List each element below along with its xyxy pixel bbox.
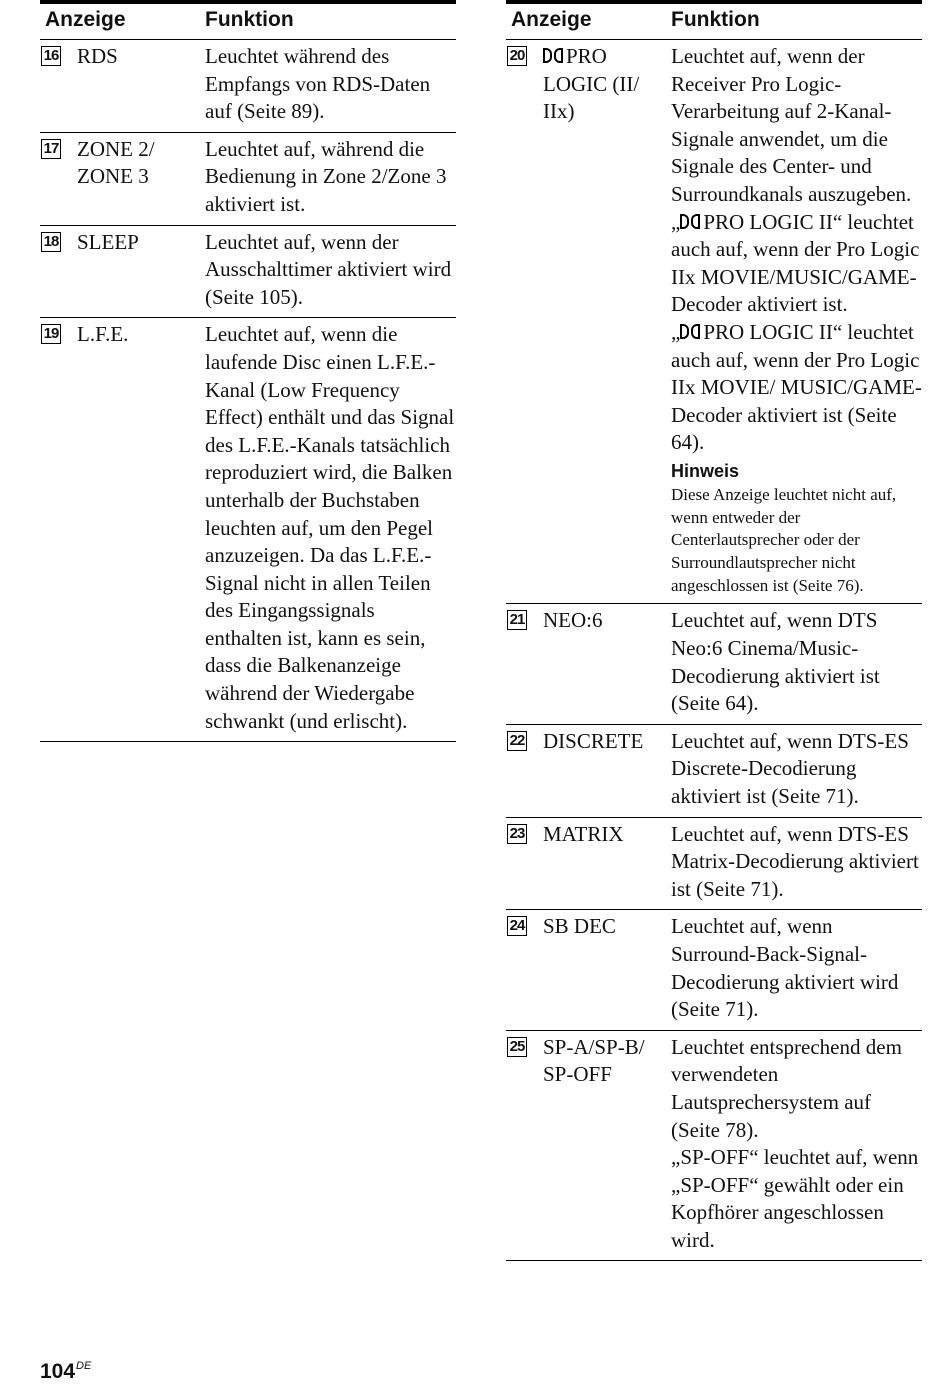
page-language-suffix: DE: [76, 1360, 92, 1372]
item-function: Leuchtet auf, wenn DTS-ES Discrete-Decodierung aktiviert ist (Seite 71).: [671, 728, 909, 808]
table-row: [506, 1031, 922, 1262]
dolby-double-d-icon: [680, 323, 702, 340]
page-number-value: 104: [40, 1360, 76, 1383]
function-text: Leuchtet entsprechend dem verwendeten Lautsprechersystem auf (Seite 78).: [671, 1034, 902, 1142]
page-number: [40, 1360, 91, 1384]
table-row: [40, 318, 456, 742]
item-function: Leuchtet auf, wenn DTS Neo:6 Cinema/Music-Decodierung aktiviert ist (Seite 64).: [671, 608, 880, 716]
item-function: Leuchtet auf, wenn die laufende Disc einen L.F.E.-Kanal (Low Frequency Effect) enthält und das Signal des L.F.E.-Kanals tatsächlich reproduziert wird, die Balken unterhalb der Buchstaben leuchten auf, um den Pegel anzuzeigen. Da das L.F.E.-Signal nicht in allen Teilen des Eingangssignals enthalten ist, kann es sein, dass die Balkenanzeige während der Wiedergabe schwankt (und erlischt).: [205, 322, 455, 733]
table-row: [506, 40, 922, 604]
item-label: L.F.E.: [77, 322, 129, 347]
item-label: SP-A/SP-B/ SP-OFF: [543, 1034, 645, 1087]
table-row: [506, 604, 922, 724]
header-anzeige: Anzeige: [45, 8, 126, 31]
item-number: 24: [507, 916, 527, 936]
item-label: DISCRETE: [543, 728, 644, 753]
item-label: NEO:6: [543, 608, 603, 633]
table-header: [40, 0, 456, 40]
item-number: 25: [507, 1037, 527, 1057]
left-table: [40, 0, 456, 742]
item-label-container: [543, 43, 665, 126]
table-row: [506, 725, 922, 818]
function-text: PRO LOGIC II“ leuchtet auch auf, wenn der Pro Logic IIx MOVIE/ MUSIC/GAME-Decoder aktiviert ist (Seite 64).: [671, 319, 922, 455]
table-header: [506, 0, 922, 40]
item-label: SLEEP: [77, 229, 139, 254]
table-row: [506, 818, 922, 911]
right-table: [506, 0, 922, 1261]
function-text: Leuchtet auf, wenn der Receiver Pro Logic-Verarbeitung auf 2-Kanal-Signale anwendet, um die Signale des Center- und Surroundkanals auszugeben. „: [671, 44, 912, 234]
item-function: [671, 43, 922, 597]
item-label: RDS: [77, 44, 118, 68]
item-number: 23: [507, 824, 527, 844]
table-row: [40, 226, 456, 319]
item-function: Leuchtet während des Empfangs von RDS-Daten auf (Seite 89).: [205, 44, 431, 124]
item-label: MATRIX: [543, 821, 624, 846]
table-row: [40, 133, 456, 226]
item-function: [671, 1034, 922, 1255]
item-number: 17: [41, 139, 61, 159]
item-number: 20: [507, 46, 527, 66]
item-label: SB DEC: [543, 914, 616, 939]
note-title: Hinweis: [671, 460, 740, 481]
item-number: 19: [41, 324, 61, 344]
item-number: 22: [507, 731, 527, 751]
table-row: [506, 910, 922, 1030]
function-text: „: [671, 319, 681, 344]
header-anzeige: Anzeige: [511, 8, 592, 31]
item-number: 18: [41, 232, 61, 252]
item-label: PRO LOGIC (II/ IIx): [543, 44, 640, 124]
item-label: ZONE 2/ ZONE 3: [77, 136, 155, 189]
function-text: „SP-OFF“ leuchtet auf, wenn „SP-OFF“ gewählt oder ein Kopfhörer angeschlossen wird.: [671, 1145, 919, 1252]
item-number: 16: [41, 46, 61, 66]
function-text: PRO LOGIC II“ leuchtet auch auf, wenn der Pro Logic IIx MOVIE/MUSIC/GAME-Decoder aktiviert ist.: [671, 209, 920, 317]
item-function: Leuchtet auf, während die Bedienung in Zone 2/Zone 3 aktiviert ist.: [205, 136, 447, 216]
header-funktion: Funktion: [205, 8, 294, 31]
dolby-double-d-icon: [543, 47, 565, 64]
item-function: Leuchtet auf, wenn DTS-ES Matrix-Decodierung aktiviert ist (Seite 71).: [671, 821, 919, 901]
item-function: Leuchtet auf, wenn der Ausschalttimer aktiviert wird (Seite 105).: [205, 229, 452, 309]
item-number: 21: [507, 610, 527, 630]
table-row: [40, 40, 456, 133]
note-text: Diese Anzeige leuchtet nicht auf, wenn entweder der Centerlautsprecher oder der Surroundlautsprecher nicht angeschlossen ist (Seite 76).: [671, 484, 897, 595]
dolby-double-d-icon: [680, 213, 702, 230]
header-funktion: Funktion: [671, 8, 760, 31]
item-function: Leuchtet auf, wenn Surround-Back-Signal-Decodierung aktiviert wird (Seite 71).: [671, 914, 899, 1022]
